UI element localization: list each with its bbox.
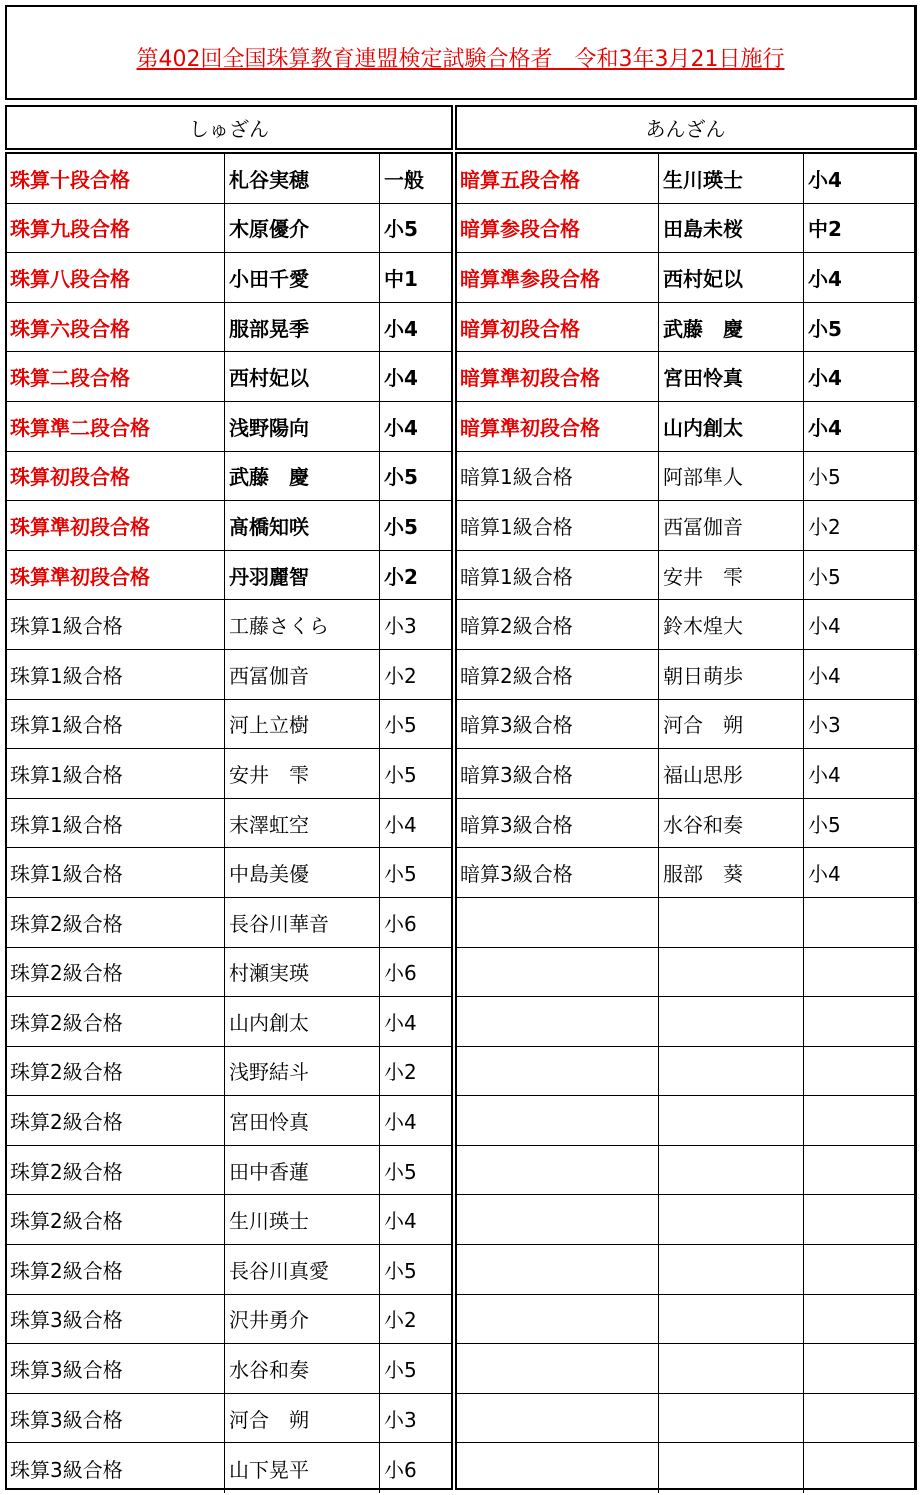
- rank-cell: 珠算2級合格: [7, 898, 225, 947]
- anzan-row: [457, 154, 914, 204]
- rank-cell: 暗算準初段合格: [457, 352, 659, 401]
- rank-cell: 珠算八段合格: [7, 253, 225, 302]
- shuzan-row: [7, 551, 451, 601]
- rank-cell: 暗算2級合格: [457, 600, 659, 649]
- rank-cell: 珠算九段合格: [7, 204, 225, 253]
- rank-cell: [457, 1195, 659, 1244]
- rank-cell: [457, 1344, 659, 1393]
- shuzan-row: [7, 352, 451, 402]
- shuzan-row: [7, 253, 451, 303]
- grade-cell: 小4: [808, 266, 842, 291]
- name-cell: 鈴木煌大: [659, 600, 804, 649]
- anzan-row: [457, 948, 914, 998]
- anzan-row: [457, 452, 914, 502]
- shuzan-row: [7, 1047, 451, 1097]
- grade-cell: 小5: [384, 713, 417, 738]
- grade-cell: 小4: [384, 415, 418, 440]
- shuzan-row: [7, 600, 451, 650]
- name-cell: 長谷川真愛: [225, 1245, 380, 1294]
- rank-cell: [457, 1245, 659, 1294]
- grade-cell: [804, 1245, 914, 1294]
- rank-cell: 珠算準二段合格: [7, 402, 225, 451]
- anzan-row: [457, 253, 914, 303]
- rank-cell: [457, 997, 659, 1046]
- name-cell: [659, 1245, 804, 1294]
- shuzan-row: [7, 452, 451, 502]
- grade-cell: 小3: [808, 713, 841, 738]
- rank-cell: 暗算1級合格: [457, 551, 659, 600]
- rank-cell: 暗算1級合格: [457, 452, 659, 501]
- shuzan-row: [7, 749, 451, 799]
- shuzan-row: [7, 303, 451, 353]
- grade-cell: 小5: [384, 217, 418, 242]
- name-cell: 末澤虹空: [225, 799, 380, 848]
- rank-cell: 暗算3級合格: [457, 749, 659, 798]
- rank-cell: 珠算1級合格: [7, 700, 225, 749]
- rank-cell: 暗算五段合格: [457, 154, 659, 203]
- rank-cell: 珠算3級合格: [7, 1295, 225, 1344]
- name-cell: 髙橋知咲: [225, 501, 380, 550]
- name-cell: 河上立樹: [225, 700, 380, 749]
- shuzan-row: [7, 1245, 451, 1295]
- shuzan-row: [7, 700, 451, 750]
- name-cell: 安井 雫: [659, 551, 804, 600]
- grade-cell: 中1: [384, 266, 418, 291]
- anzan-row: [457, 1096, 914, 1146]
- rank-cell: 珠算2級合格: [7, 1195, 225, 1244]
- grade-cell: 一般: [384, 167, 424, 192]
- rank-cell: 暗算1級合格: [457, 501, 659, 550]
- grade-cell: 小4: [384, 1010, 417, 1035]
- grade-cell: 小5: [384, 514, 418, 539]
- rank-cell: 暗算3級合格: [457, 848, 659, 897]
- rank-cell: 珠算1級合格: [7, 799, 225, 848]
- grade-cell: [804, 898, 914, 947]
- grade-cell: 小3: [384, 614, 417, 639]
- grade-cell: 小4: [384, 316, 418, 341]
- grade-cell: [804, 1096, 914, 1145]
- rank-cell: [457, 1146, 659, 1195]
- anzan-row: [457, 204, 914, 254]
- rank-cell: 珠算2級合格: [7, 1146, 225, 1195]
- rank-cell: 珠算二段合格: [7, 352, 225, 401]
- anzan-row: [457, 1443, 914, 1493]
- rank-cell: [457, 1047, 659, 1096]
- grade-cell: 小4: [808, 167, 842, 192]
- name-cell: 浅野結斗: [225, 1047, 380, 1096]
- rank-cell: 珠算準初段合格: [7, 501, 225, 550]
- rank-cell: 珠算3級合格: [7, 1394, 225, 1443]
- anzan-row: [457, 303, 914, 353]
- name-cell: [659, 1443, 804, 1493]
- anzan-row: [457, 749, 914, 799]
- rank-cell: [457, 1096, 659, 1145]
- name-cell: [659, 997, 804, 1046]
- name-cell: 村瀬実瑛: [225, 948, 380, 997]
- shuzan-table: [5, 152, 453, 1490]
- name-cell: 安井 雫: [225, 749, 380, 798]
- shuzan-row: [7, 1146, 451, 1196]
- shuzan-row: [7, 1195, 451, 1245]
- grade-cell: [804, 948, 914, 997]
- rank-cell: 暗算準初段合格: [457, 402, 659, 451]
- grade-cell: 小2: [384, 663, 417, 688]
- rank-cell: [457, 1295, 659, 1344]
- anzan-row: [457, 501, 914, 551]
- anzan-row: [457, 898, 914, 948]
- grade-cell: 小5: [384, 1159, 417, 1184]
- name-cell: [659, 1344, 804, 1393]
- name-cell: 宮田怜真: [225, 1096, 380, 1145]
- shuzan-row: [7, 1394, 451, 1444]
- name-cell: 山下晃平: [225, 1443, 380, 1493]
- anzan-row: [457, 1245, 914, 1295]
- grade-cell: 小4: [808, 663, 841, 688]
- name-cell: [659, 1096, 804, 1145]
- rank-cell: 珠算六段合格: [7, 303, 225, 352]
- name-cell: [659, 1394, 804, 1443]
- rank-cell: 珠算準初段合格: [7, 551, 225, 600]
- anzan-row: [457, 1295, 914, 1345]
- shuzan-row: [7, 154, 451, 204]
- shuzan-row: [7, 1344, 451, 1394]
- anzan-row: [457, 1344, 914, 1394]
- rank-cell: 暗算2級合格: [457, 650, 659, 699]
- anzan-row: [457, 700, 914, 750]
- name-cell: 浅野陽向: [225, 402, 380, 451]
- grade-cell: [804, 1443, 914, 1493]
- name-cell: [659, 1146, 804, 1195]
- name-cell: 西村妃以: [659, 253, 804, 302]
- anzan-row: [457, 402, 914, 452]
- name-cell: 武藤 慶: [659, 303, 804, 352]
- rank-cell: 暗算初段合格: [457, 303, 659, 352]
- name-cell: 西村妃以: [225, 352, 380, 401]
- name-cell: [659, 1295, 804, 1344]
- name-cell: 服部 葵: [659, 848, 804, 897]
- name-cell: [659, 1047, 804, 1096]
- grade-cell: 小2: [808, 514, 841, 539]
- rank-cell: 暗算参段合格: [457, 204, 659, 253]
- shuzan-row: [7, 402, 451, 452]
- anzan-row: [457, 1195, 914, 1245]
- grade-cell: 小3: [384, 1407, 417, 1432]
- grade-cell: 小2: [384, 1060, 417, 1085]
- page-title[interactable]: 第402回全国珠算教育連盟検定試験合格者 令和3年3月21日施行: [136, 47, 785, 72]
- anzan-table: [455, 152, 917, 1490]
- shuzan-row: [7, 650, 451, 700]
- name-cell: 河合 朔: [225, 1394, 380, 1443]
- name-cell: 田島未桜: [659, 204, 804, 253]
- shuzan-row: [7, 848, 451, 898]
- anzan-row: [457, 1047, 914, 1097]
- rank-cell: 珠算3級合格: [7, 1443, 225, 1493]
- rank-cell: [457, 948, 659, 997]
- name-cell: 西冨伽音: [659, 501, 804, 550]
- shuzan-row: [7, 501, 451, 551]
- shuzan-header: しゅざん: [5, 105, 453, 150]
- grade-cell: 小5: [384, 862, 417, 887]
- grade-cell: 小4: [384, 366, 418, 391]
- rank-cell: 珠算2級合格: [7, 1096, 225, 1145]
- rank-cell: 珠算2級合格: [7, 1047, 225, 1096]
- name-cell: 田中香蓮: [225, 1146, 380, 1195]
- grade-cell: [804, 1047, 914, 1096]
- rank-cell: [457, 898, 659, 947]
- grade-cell: [804, 997, 914, 1046]
- grade-cell: 小5: [808, 564, 841, 589]
- grade-cell: 小4: [384, 812, 417, 837]
- grade-cell: 小5: [384, 465, 418, 490]
- grade-cell: [804, 1195, 914, 1244]
- name-cell: 生川瑛士: [225, 1195, 380, 1244]
- grade-cell: 小2: [384, 1308, 417, 1333]
- grade-cell: 小6: [384, 1457, 417, 1482]
- anzan-header: あんざん: [455, 105, 917, 150]
- shuzan-row: [7, 204, 451, 254]
- grade-cell: 小5: [384, 762, 417, 787]
- name-cell: 木原優介: [225, 204, 380, 253]
- name-cell: 宮田怜真: [659, 352, 804, 401]
- anzan-row: [457, 799, 914, 849]
- rank-cell: 珠算1級合格: [7, 650, 225, 699]
- name-cell: 札谷実穂: [225, 154, 380, 203]
- shuzan-row: [7, 898, 451, 948]
- grade-cell: 小6: [384, 911, 417, 936]
- name-cell: 阿部隼人: [659, 452, 804, 501]
- name-cell: 服部晃季: [225, 303, 380, 352]
- grade-cell: 小5: [808, 465, 841, 490]
- anzan-row: [457, 848, 914, 898]
- name-cell: 長谷川華音: [225, 898, 380, 947]
- grade-cell: 小2: [384, 564, 418, 589]
- rank-cell: 珠算3級合格: [7, 1344, 225, 1393]
- anzan-row: [457, 1146, 914, 1196]
- name-cell: 沢井勇介: [225, 1295, 380, 1344]
- shuzan-row: [7, 948, 451, 998]
- rank-cell: 暗算3級合格: [457, 799, 659, 848]
- grade-cell: 小4: [808, 862, 841, 887]
- grade-cell: 小5: [384, 1258, 417, 1283]
- rank-cell: 珠算初段合格: [7, 452, 225, 501]
- rank-cell: 珠算1級合格: [7, 749, 225, 798]
- rank-cell: 珠算1級合格: [7, 600, 225, 649]
- grade-cell: 小4: [808, 614, 841, 639]
- shuzan-row: [7, 1443, 451, 1493]
- grade-cell: 小4: [808, 415, 842, 440]
- name-cell: [659, 1195, 804, 1244]
- name-cell: 丹羽麗智: [225, 551, 380, 600]
- rank-cell: 暗算準参段合格: [457, 253, 659, 302]
- rank-cell: 暗算3級合格: [457, 700, 659, 749]
- name-cell: 山内創太: [225, 997, 380, 1046]
- name-cell: [659, 898, 804, 947]
- name-cell: 山内創太: [659, 402, 804, 451]
- grade-cell: 小4: [384, 1209, 417, 1234]
- name-cell: 西冨伽音: [225, 650, 380, 699]
- rank-cell: 珠算2級合格: [7, 1245, 225, 1294]
- name-cell: 生川瑛士: [659, 154, 804, 203]
- name-cell: 武藤 慶: [225, 452, 380, 501]
- grade-cell: [804, 1295, 914, 1344]
- grade-cell: 小5: [808, 316, 842, 341]
- name-cell: 福山思彤: [659, 749, 804, 798]
- grade-cell: 小4: [808, 366, 842, 391]
- rank-cell: 珠算1級合格: [7, 848, 225, 897]
- grade-cell: [804, 1394, 914, 1443]
- name-cell: 水谷和奏: [225, 1344, 380, 1393]
- grade-cell: 小6: [384, 961, 417, 986]
- name-cell: [659, 948, 804, 997]
- rank-cell: [457, 1443, 659, 1493]
- shuzan-row: [7, 799, 451, 849]
- grade-cell: 小4: [808, 762, 841, 787]
- grade-cell: 中2: [808, 217, 842, 242]
- rank-cell: [457, 1394, 659, 1443]
- rank-cell: 珠算2級合格: [7, 997, 225, 1046]
- grade-cell: 小5: [384, 1358, 417, 1383]
- anzan-row: [457, 352, 914, 402]
- name-cell: 工藤さくら: [225, 600, 380, 649]
- shuzan-row: [7, 1295, 451, 1345]
- name-cell: 中島美優: [225, 848, 380, 897]
- grade-cell: [804, 1344, 914, 1393]
- shuzan-row: [7, 1096, 451, 1146]
- title-box: [5, 5, 917, 100]
- grade-cell: 小5: [808, 812, 841, 837]
- shuzan-row: [7, 997, 451, 1047]
- name-cell: 朝日萌歩: [659, 650, 804, 699]
- grade-cell: 小4: [384, 1110, 417, 1135]
- rank-cell: 珠算2級合格: [7, 948, 225, 997]
- name-cell: 河合 朔: [659, 700, 804, 749]
- anzan-row: [457, 1394, 914, 1444]
- name-cell: 小田千愛: [225, 253, 380, 302]
- anzan-row: [457, 650, 914, 700]
- anzan-row: [457, 551, 914, 601]
- anzan-row: [457, 997, 914, 1047]
- anzan-row: [457, 600, 914, 650]
- name-cell: 水谷和奏: [659, 799, 804, 848]
- grade-cell: [804, 1146, 914, 1195]
- rank-cell: 珠算十段合格: [7, 154, 225, 203]
